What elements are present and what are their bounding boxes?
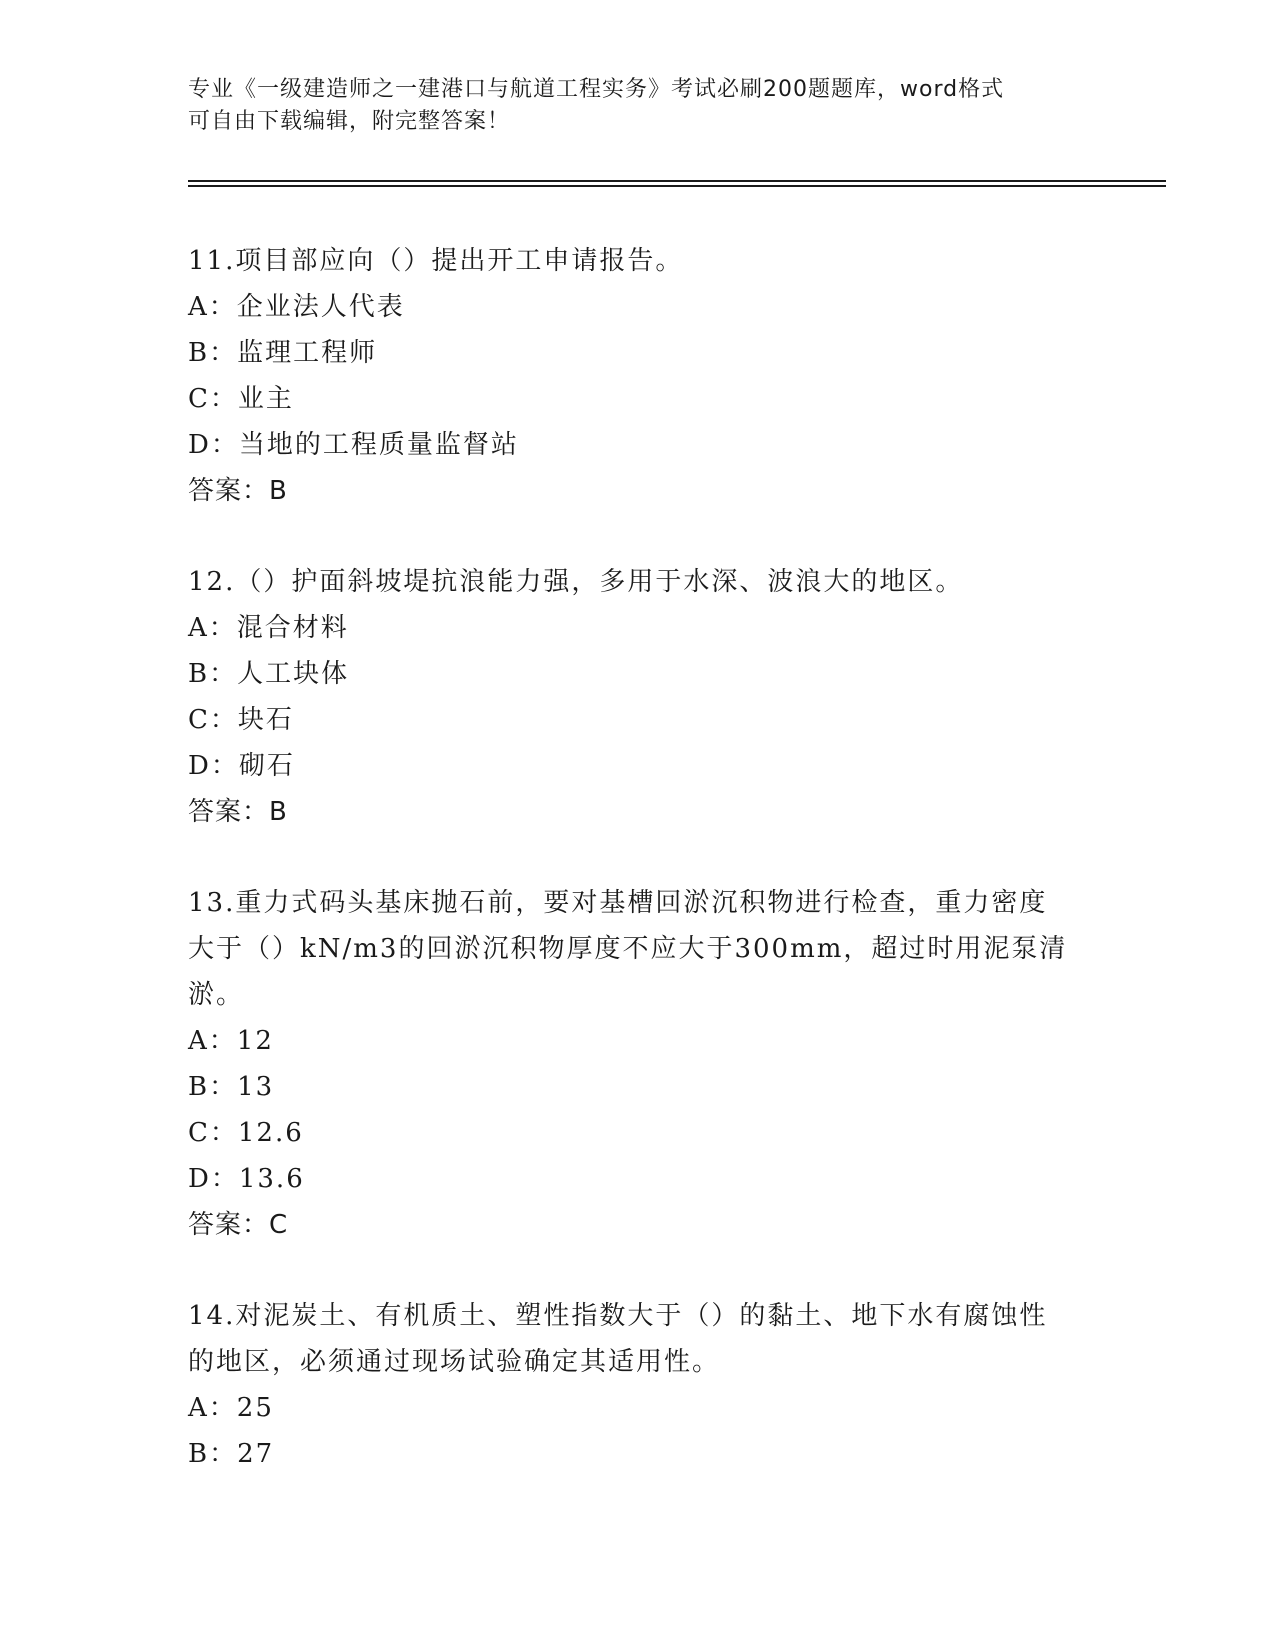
option-b: B：27	[188, 1439, 275, 1469]
option-a: A：12	[188, 1026, 274, 1056]
option-c: C：业主	[188, 384, 294, 414]
header-divider-top	[188, 180, 1166, 182]
header-line-2: 可自由下载编辑，附完整答案！	[188, 109, 511, 134]
question-13	[188, 880, 1088, 1248]
option-a: A：企业法人代表	[188, 292, 405, 322]
option-a: A：混合材料	[188, 613, 349, 643]
option-a: A：25	[188, 1393, 274, 1423]
question-text-line-1: 14.对泥炭土、有机质土、塑性指数大于（）的黏土、地下水有腐蚀性	[188, 1301, 1048, 1331]
answer: 答案：C	[188, 1210, 289, 1240]
option-d: D：当地的工程质量监督站	[188, 430, 519, 460]
question-14	[188, 1293, 1088, 1477]
question-list	[188, 238, 1088, 1522]
question-text-line-3: 淤。	[188, 980, 245, 1010]
answer: 答案：B	[188, 797, 288, 827]
question-text-line-1: 13.重力式码头基床抛石前，要对基槽回淤沉积物进行检查，重力密度	[188, 888, 1048, 918]
header-line-1: 专业《一级建造师之一建港口与航道工程实务》考试必刷200题题库，word格式	[188, 77, 1005, 102]
option-c: C：12.6	[188, 1118, 304, 1148]
option-b: B：人工块体	[188, 659, 350, 689]
question-12	[188, 559, 1088, 835]
question-text-line-2: 大于（）kN/m3的回淤沉积物厚度不应大于300mm，超过时用泥泵清	[188, 934, 1068, 964]
option-d: D：砌石	[188, 751, 295, 781]
question-text-line-2: 的地区，必须通过现场试验确定其适用性。	[188, 1347, 721, 1377]
document-header	[188, 74, 1088, 138]
option-c: C：块石	[188, 705, 294, 735]
option-d: D：13.6	[188, 1164, 305, 1194]
header-divider-bottom	[188, 185, 1166, 187]
option-b: B：监理工程师	[188, 338, 378, 368]
answer: 答案：B	[188, 476, 288, 506]
question-11	[188, 238, 1088, 514]
question-text: 11.项目部应向（）提出开工申请报告。	[188, 246, 684, 276]
question-text: 12.（）护面斜坡堤抗浪能力强，多用于水深、波浪大的地区。	[188, 567, 964, 597]
option-b: B：13	[188, 1072, 275, 1102]
